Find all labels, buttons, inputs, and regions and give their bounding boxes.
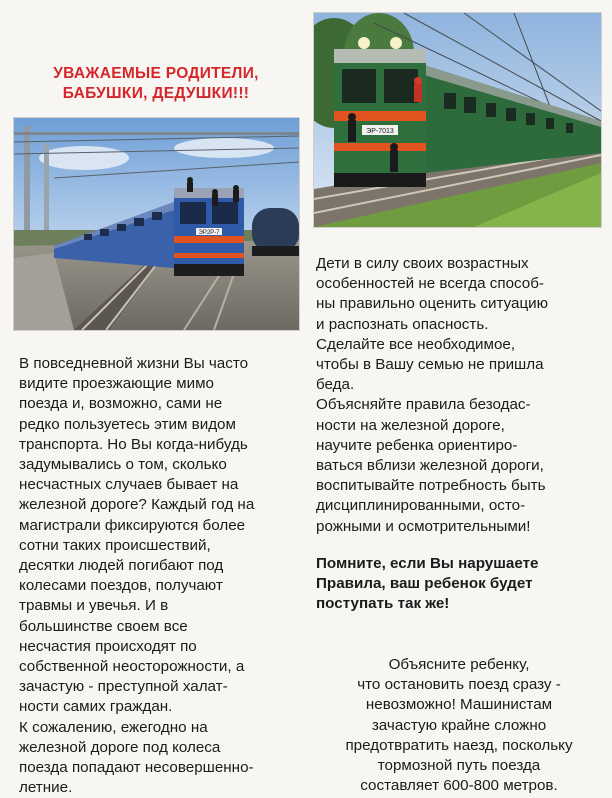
right-paragraph [316, 254, 602, 537]
right-train-number: ЭР-7013 [366, 128, 394, 135]
right-text1-line: Сделайте все необходимое, [316, 335, 516, 353]
green-train-photo [313, 12, 602, 228]
right-text2-line: зачастую крайне сложно [371, 716, 547, 734]
page-heading [14, 64, 298, 104]
left-text-line: собственной неосторожности, а [19, 658, 245, 676]
left-text-line: видите проезжающие мимо [19, 375, 214, 393]
heading-line-2: БАБУШКИ, ДЕДУШКИ!!! [62, 85, 250, 102]
left-text-line: травмы и увечья. И в [19, 597, 169, 615]
left-text-line: поезда попадают несовершенно- [19, 759, 254, 777]
right-text1-line: дисциплинированными, осто- [316, 497, 526, 515]
right-warning-line: Помните, если Вы нарушаете [316, 555, 539, 572]
right-text1-line: и распознать опасность. [316, 315, 489, 333]
heading-line-1: УВАЖАЕМЫЕ РОДИТЕЛИ, [53, 65, 259, 82]
right-warning-line: поступать так же! [316, 595, 450, 613]
left-text-line: зачастую - преступной халат- [19, 678, 228, 696]
left-text-line: большинстве своем все [19, 617, 188, 635]
right-text1-line: беда. [316, 376, 355, 394]
left-text-line: В повседневной жизни Вы часто [19, 355, 249, 372]
right-text2-line: тормозной путь поезда [377, 757, 541, 775]
right-text1-line: рожными и осмотрительными! [316, 517, 531, 535]
left-text-line: редко пользуетесь этим видом [19, 415, 236, 433]
blue-train-photo [13, 117, 300, 331]
left-text-line: несчастия происходят по [19, 637, 197, 655]
right-text1-line: ны правильно оценить ситуацию [316, 295, 549, 313]
left-text-line: К сожалению, ежегодно на [19, 718, 208, 736]
left-text-line: колесами поездов, получают [19, 577, 223, 595]
right-text1-line: научите ребенка ориентиро- [316, 436, 518, 454]
right-text2-line: Объясните ребенку, [388, 656, 530, 673]
right-text2-line: предотвратить наезд, поскольку [345, 736, 573, 754]
left-text-line: ности самих граждан. [19, 698, 173, 716]
right-text1-line: воспитывайте потребность быть [316, 477, 546, 495]
right-text1-line: ности на железной дороге, [316, 416, 505, 434]
right-text1-line: ваться вблизи железной дороги, [316, 457, 544, 475]
right-warning-line: Правила, ваш ребенок будет [316, 575, 533, 593]
left-text-line: задумывались о том, сколько [19, 456, 227, 474]
explanation-paragraph [315, 655, 603, 796]
left-text-line: десятки людей погибают под [19, 557, 224, 575]
left-text-line: несчастных случаев бывает на [19, 476, 239, 494]
left-text-line: поезда и, возможно, сами не [19, 395, 223, 413]
right-text2-line: что остановить поезд сразу - [357, 676, 561, 694]
right-text2-line: составляет 600-800 метров. [360, 777, 558, 795]
right-text1-line: чтобы в Вашу семью не пришла [316, 356, 544, 374]
right-text1-line: Объясняйте правила безодас- [316, 396, 531, 414]
warning-paragraph [316, 554, 602, 615]
right-text1-line: особенностей не всегда способ- [316, 275, 544, 293]
right-text1-line: Дети в силу своих возрастных [316, 255, 529, 272]
left-text-line: транспорта. Но Вы когда-нибудь [19, 435, 248, 453]
left-text-line: сотни таких происшествий, [19, 536, 211, 554]
left-paragraph [19, 354, 304, 798]
left-text-line: магистрали фиксируются более [19, 516, 246, 534]
right-text2-line: невозможно! Машинистам [365, 696, 553, 714]
left-text-line: летние. [19, 779, 73, 797]
left-text-line: железной дороге? Каждый год на [19, 496, 255, 514]
left-text-line: железной дороге под колеса [19, 738, 221, 756]
left-train-number: ЭР2Р-7 [198, 230, 220, 236]
